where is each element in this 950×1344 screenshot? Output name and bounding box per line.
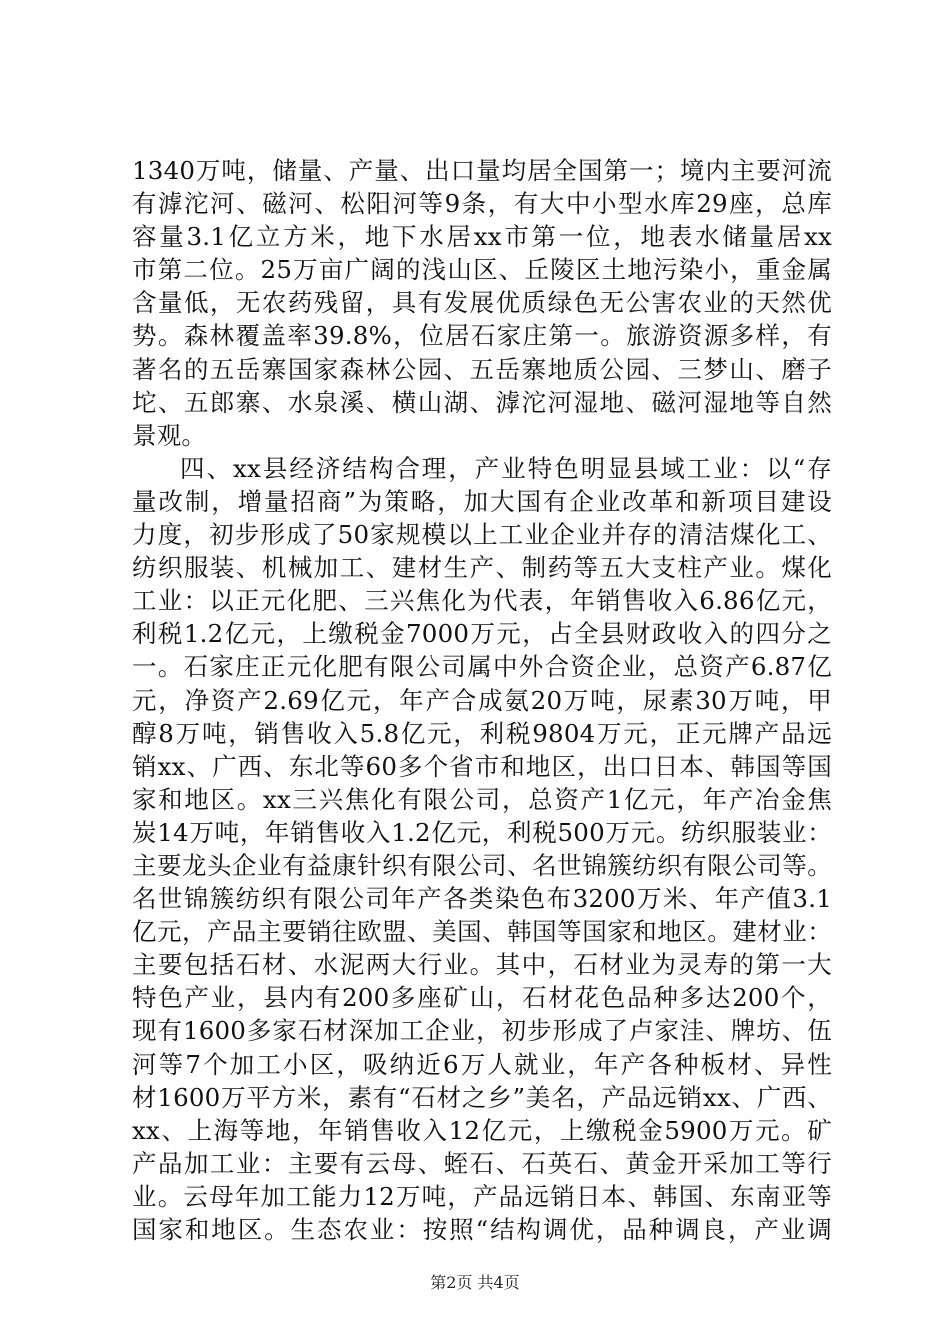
paragraph-2-line: 醇8万吨，销售收入5.8亿元，利税9804万元，正元牌产品远 xyxy=(132,718,832,748)
paragraph-1-line: 1340万吨，储量、产量、出口量均居全国第一；境内主要河流 xyxy=(132,156,832,185)
paragraph-2-line: 炭14万吨，年销售收入1.2亿元，利税500万元。纺织服装业： xyxy=(132,817,832,847)
paragraph-2-line: 主要包括石材、水泥两大行业。其中，石材业为灵寿的第一大 xyxy=(132,950,832,980)
paragraph-2-line: 量改制，增量招商”为策略，加大国有企业改革和新项目建设 xyxy=(132,486,832,516)
paragraph-2-line: 元，净资产2.69亿元，年产合成氨20万吨，尿素30万吨，甲 xyxy=(132,685,832,715)
paragraph-1-line: 势。森林覆盖率39.8%，位居石家庄第一。旅游资源多样，有 xyxy=(132,321,832,351)
paragraph-2-line: 四、xx县经济结构合理，产业特色明显县域工业：以“存 xyxy=(180,453,832,483)
paragraph-1-line: 坨、五郎寨、水泉溪、横山湖、滹沱河湿地、磁河湿地等自然 xyxy=(132,387,832,417)
paragraph-2-line: 材1600万平方米，素有“石材之乡”美名，产品远销xx、广西、 xyxy=(132,1082,832,1112)
paragraph-2-line: xx、上海等地，年销售收入12亿元，上缴税金5900万元。矿 xyxy=(132,1115,832,1145)
paragraph-1-line: 景观。 xyxy=(132,420,207,450)
paragraph-2-line: 现有1600多家石材深加工企业，初步形成了卢家洼、牌坊、伍 xyxy=(132,1016,832,1046)
paragraph-2-line: 纺织服装、机械加工、建材生产、制药等五大支柱产业。煤化 xyxy=(132,553,832,583)
paragraph-2-line: 一。石家庄正元化肥有限公司属中外合资企业，总资产6.87亿 xyxy=(132,652,832,682)
paragraph-2-line: 特色产业，县内有200多座矿山，石材花色品种多达200个， xyxy=(132,983,832,1013)
paragraph-2-line: 亿元，产品主要销往欧盟、美国、韩国等国家和地区。建材业： xyxy=(132,917,832,947)
paragraph-2-line: 国家和地区。生态农业：按照“结构调优，品种调良，产业调 xyxy=(132,1215,832,1244)
paragraph-1-line: 有滹沱河、磁河、松阳河等9条，有大中小型水库29座，总库 xyxy=(132,189,832,219)
paragraph-2-line: 产品加工业：主要有云母、蛭石、石英石、黄金开采加工等行 xyxy=(132,1148,832,1178)
paragraph-1-line: 含量低，无农药残留，具有发展优质绿色无公害农业的天然优 xyxy=(132,288,832,318)
paragraph-2-line: 业。云母年加工能力12万吨，产品远销日本、韩国、东南亚等 xyxy=(132,1181,832,1211)
body-text xyxy=(132,154,832,1246)
paragraph-1-line: 著名的五岳寨国家森林公园、五岳寨地质公园、三梦山、磨子 xyxy=(132,354,832,384)
paragraph-1-line: 容量3.1亿立方米，地下水居xx市第一位，地表水储量居xx xyxy=(132,222,832,252)
paragraph-2-line: 家和地区。xx三兴焦化有限公司，总资产1亿元，年产冶金焦 xyxy=(132,784,832,814)
paragraph-2-line: 销xx、广西、东北等60多个省市和地区，出口日本、韩国等国 xyxy=(132,751,832,781)
paragraph-2-line: 力度，初步形成了50家规模以上工业企业并存的清洁煤化工、 xyxy=(132,520,832,550)
paragraph-2-line: 利税1.2亿元，上缴税金7000万元，占全县财政收入的四分之 xyxy=(132,619,832,649)
paragraph-2-line: 主要龙头企业有益康针织有限公司、名世锦簇纺织有限公司等。 xyxy=(132,850,832,880)
page-footer: 第2页 共4页 xyxy=(430,1273,520,1292)
paragraph-2-line: 工业：以正元化肥、三兴焦化为代表，年销售收入6.86亿元， xyxy=(132,586,832,616)
paragraph-2-line: 河等7个加工小区，吸纳近6万人就业，年产各种板材、异性 xyxy=(132,1049,832,1079)
paragraph-2-line: 名世锦簇纺织有限公司年产各类染色布3200万米、年产值3.1 xyxy=(132,884,832,914)
paragraph-1-line: 市第二位。25万亩广阔的浅山区、丘陵区土地污染小，重金属 xyxy=(132,255,832,285)
